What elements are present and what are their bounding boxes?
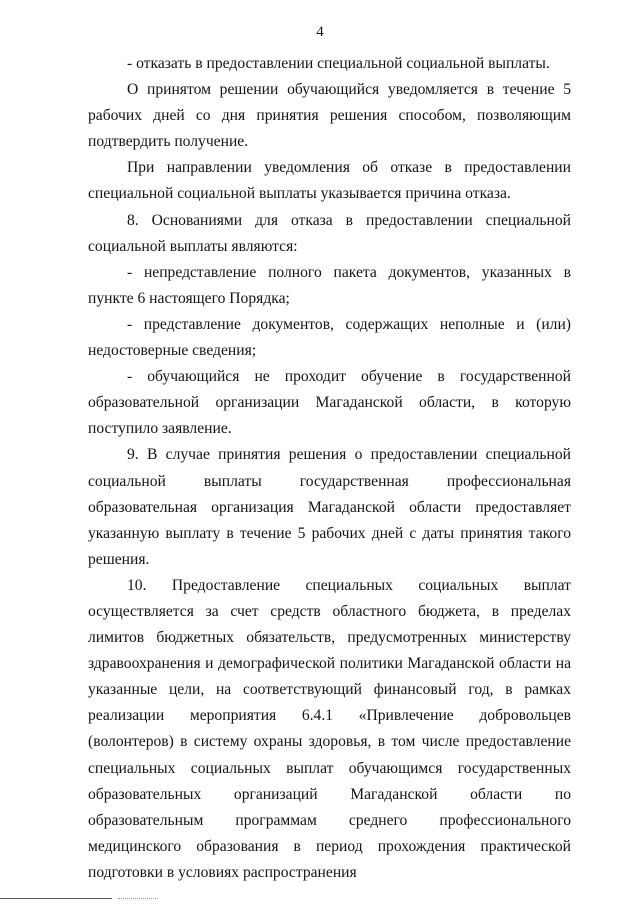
scan-edge-line (0, 898, 112, 899)
document-body (88, 51, 571, 886)
paragraph-clause-10: 10. Предоставление специальных социальных выплат осуществляется за счет средств областного бюджета, в пределах лимитов бюджетных обязательств, предусмотренных министерству здравоохранения и демографической политики Магаданской области на указанные цели, на соответствующий финансовый год, в рамках реализации мероприятия 6.4.1 «Привлечение добровольцев (волонтеров) в систему охраны здоровья, в том числе предоставление специальных социальных выплат обучающимся государственных образовательных организаций Магаданской области по образовательным программам среднего профессионального медицинского образования в период прохождения практической подготовки в условиях распространения (88, 576, 571, 881)
paragraph-refusal-reason: При направлении уведомления об отказе в предоставлении специальной социальной выплаты указывается причина отказа. (88, 159, 571, 203)
paragraph-notification-of-decision: О принятом решении обучающийся уведомляется в течение 5 рабочих дней со дня принятия решения способом, позволяющим подтвердить получение. (88, 81, 571, 151)
paragraph-clause-8: 8. Основаниями для отказа в предоставлении специальной социальной выплаты являются: (88, 211, 571, 255)
paragraph-clause-8-item-1: - непредставление полного пакета документов, указанных в пункте 6 настоящего Порядка; (88, 263, 571, 307)
paragraph-clause-8-item-3: - обучающийся не проходит обучение в государственной образовательной организации Магаданской области, в которую поступило заявление. (88, 368, 571, 438)
paragraph-refusal-item: - отказать в предоставлении специальной социальной выплаты. (127, 55, 550, 72)
page-number: 4 (316, 24, 324, 40)
paragraph-clause-8-item-2: - представление документов, содержащих неполные и (или) недостоверные сведения; (88, 315, 571, 360)
scan-edge-dots (118, 898, 158, 899)
paragraph-clause-9: 9. В случае принятия решения о предоставлении специальной социальной выплаты государственная профессиональная образовательная организация Магаданской области предоставляет указанную выплату в течение 5 рабочих дней с даты принятия такого решения. (88, 446, 571, 568)
